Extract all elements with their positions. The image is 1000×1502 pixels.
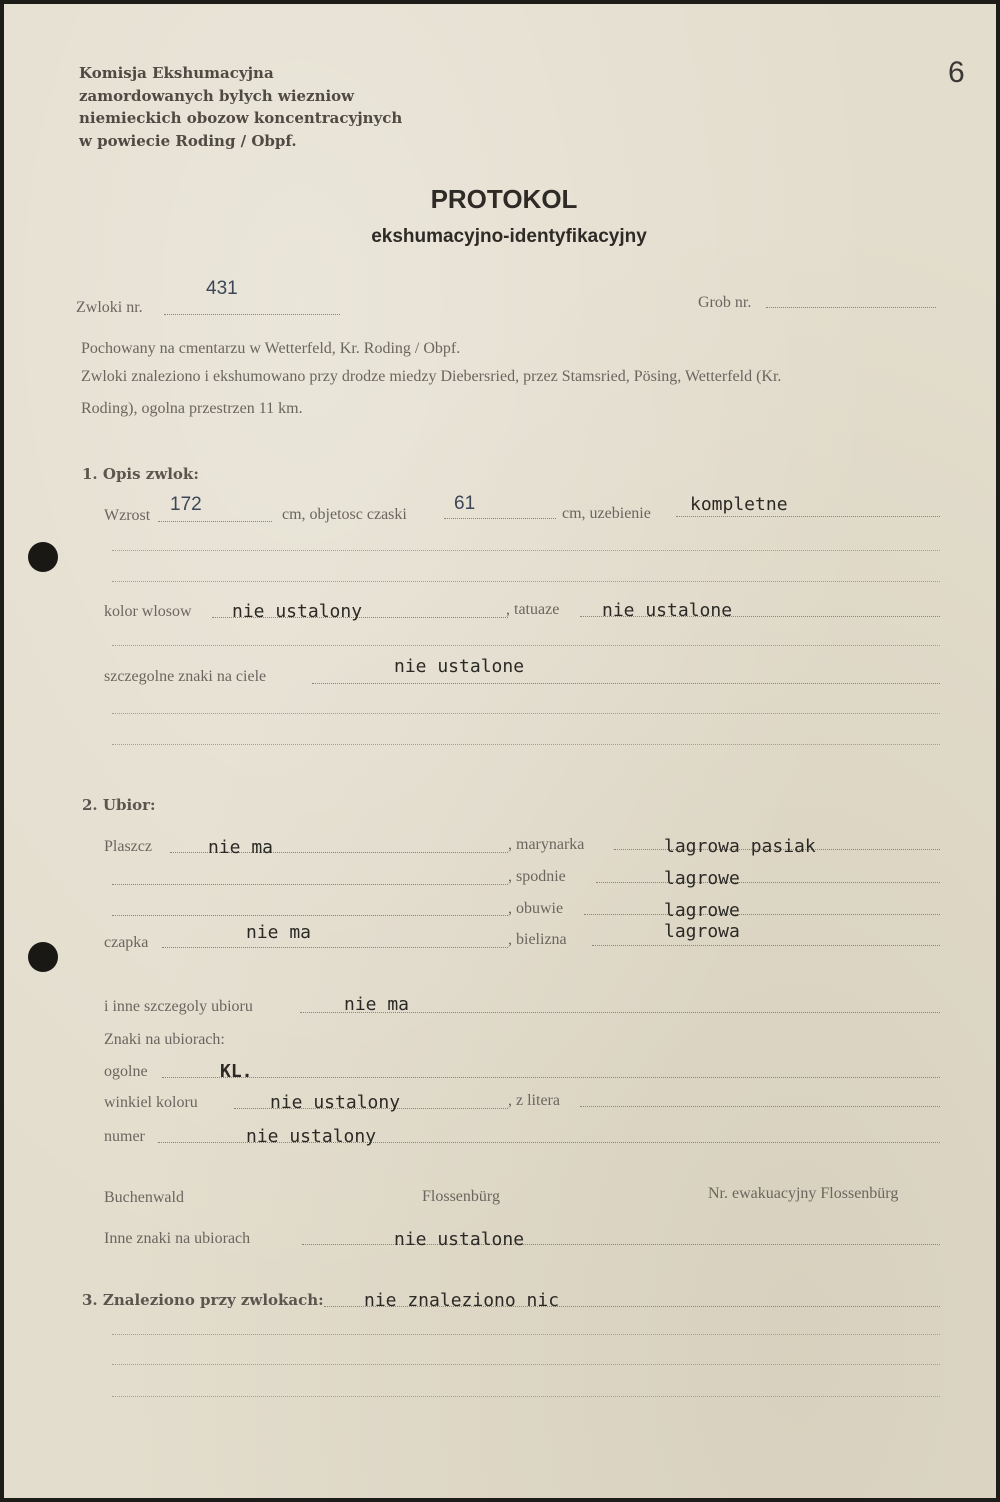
flossenburg-label: Flossenbürg <box>422 1188 500 1205</box>
burial-line-1: Pochowany na cmentarzu w Wetterfeld, Kr. Roding / Obpf. <box>81 340 461 357</box>
zwloki-value: 431 <box>206 278 238 299</box>
szczegolne-znaki-value: nie ustalone <box>394 656 525 677</box>
inne-znaki-value: nie ustalone <box>394 1229 525 1250</box>
blank-rule <box>112 744 940 745</box>
bielizna-label: , bielizna <box>508 931 567 948</box>
czapka-dotted-line <box>162 947 508 948</box>
spodnie-label: , spodnie <box>508 868 566 885</box>
inne-szczegoly-value: nie ma <box>344 994 410 1015</box>
czaszka-label: cm, objetosc czaski <box>282 506 407 523</box>
page-number: 6 <box>948 56 965 89</box>
header-line-2: zamordowanych bylych wiezniow <box>79 86 355 105</box>
znaki-na-ubiorach-label: Znaki na ubiorach: <box>104 1031 225 1048</box>
czaszka-dotted-line <box>444 518 556 519</box>
grob-label: Grob nr. <box>698 294 752 311</box>
wzrost-dotted-line <box>158 521 272 522</box>
blank-rule <box>112 884 508 885</box>
section-2-heading: 2. Ubior: <box>82 796 156 814</box>
inne-szczegoly-label: i inne szczegoly ubioru <box>104 998 253 1015</box>
ewakuacyjny-label: Nr. ewakuacyjny Flossenbürg <box>708 1185 899 1202</box>
winkiel-koloru-value: nie ustalony <box>270 1092 401 1113</box>
header-line-4: w powiecie Roding / Obpf. <box>79 131 297 150</box>
zwloki-dotted-line <box>164 314 340 315</box>
ogolne-value: KL. <box>220 1061 253 1082</box>
uzebienie-label: cm, uzebienie <box>562 505 651 522</box>
inne-znaki-label: Inne znaki na ubiorach <box>104 1230 251 1247</box>
header-line-3: niemieckich obozow koncentracyjnych <box>79 109 403 127</box>
uzebienie-dotted-line <box>676 516 940 517</box>
burial-line-3: Roding), ogolna przestrzen 11 km. <box>81 400 303 417</box>
blank-rule <box>112 1364 940 1365</box>
section-3-heading: 3. Znaleziono przy zwlokach: <box>82 1291 324 1309</box>
blank-rule <box>112 713 940 714</box>
z-litera-label: , z litera <box>508 1092 560 1109</box>
winkiel-koloru-label: winkiel koloru <box>104 1094 198 1111</box>
blank-rule <box>112 1396 940 1397</box>
numer-value: nie ustalony <box>246 1126 377 1147</box>
commission-header <box>79 62 402 152</box>
obuwie-label: , obuwie <box>508 900 564 917</box>
czapka-label: czapka <box>104 934 149 951</box>
z-litera-dotted-line <box>580 1106 940 1107</box>
wzrost-label: Wzrost <box>104 507 151 524</box>
bielizna-dotted-line <box>592 945 940 946</box>
plaszcz-value: nie ma <box>208 837 274 858</box>
kolor-wlosow-value: nie ustalony <box>232 601 363 622</box>
blank-rule <box>112 915 508 916</box>
marynarka-label: , marynarka <box>508 836 585 853</box>
section-1-heading: 1. Opis zwlok: <box>82 465 199 483</box>
kolor-wlosow-label: kolor wlosow <box>104 603 192 620</box>
wzrost-value: 172 <box>170 494 202 515</box>
plaszcz-label: Plaszcz <box>104 838 152 855</box>
uzebienie-value: kompletne <box>690 494 788 515</box>
blank-rule <box>112 550 940 551</box>
obuwie-dotted-line <box>584 914 940 915</box>
blank-rule <box>112 581 940 582</box>
buchenwald-label: Buchenwald <box>104 1189 184 1206</box>
burial-line-2: Zwloki znaleziono i ekshumowano przy drodze miedzy Diebersried, przez Stamsried, Pösing, Wetterfeld (Kr. <box>81 368 782 385</box>
header-line-1: Komisja Ekshumacyjna <box>79 64 274 82</box>
blank-rule <box>112 645 940 646</box>
ogolne-label: ogolne <box>104 1063 148 1080</box>
znaki-dotted-line <box>312 683 940 684</box>
czaszka-value: 61 <box>454 493 476 514</box>
punch-hole-upper <box>28 542 58 572</box>
section-3-value: nie znaleziono nic <box>364 1290 560 1311</box>
blank-rule <box>112 1334 940 1335</box>
zwloki-label: Zwloki nr. <box>76 299 143 316</box>
czapka-value: nie ma <box>246 922 312 943</box>
punch-hole-lower <box>28 942 58 972</box>
document-title: PROTOKOL <box>430 184 578 214</box>
spodnie-value: lagrowe <box>664 868 740 889</box>
numer-label: numer <box>104 1128 145 1145</box>
ogolne-dotted-line <box>162 1077 940 1078</box>
document-page <box>4 4 996 1498</box>
marynarka-value: lagrowa pasiak <box>664 836 816 857</box>
tatuaze-value: nie ustalone <box>602 600 733 621</box>
tatuaze-label: , tatuaze <box>506 601 560 618</box>
bielizna-value: lagrowa <box>664 921 740 942</box>
obuwie-value: lagrowe <box>664 900 740 921</box>
grob-dotted-line <box>766 307 936 308</box>
szczegolne-znaki-label: szczegolne znaki na ciele <box>104 668 267 685</box>
spodnie-dotted-line <box>596 882 940 883</box>
document-subtitle: ekshumacyjno-identyfikacyjny <box>371 226 647 247</box>
